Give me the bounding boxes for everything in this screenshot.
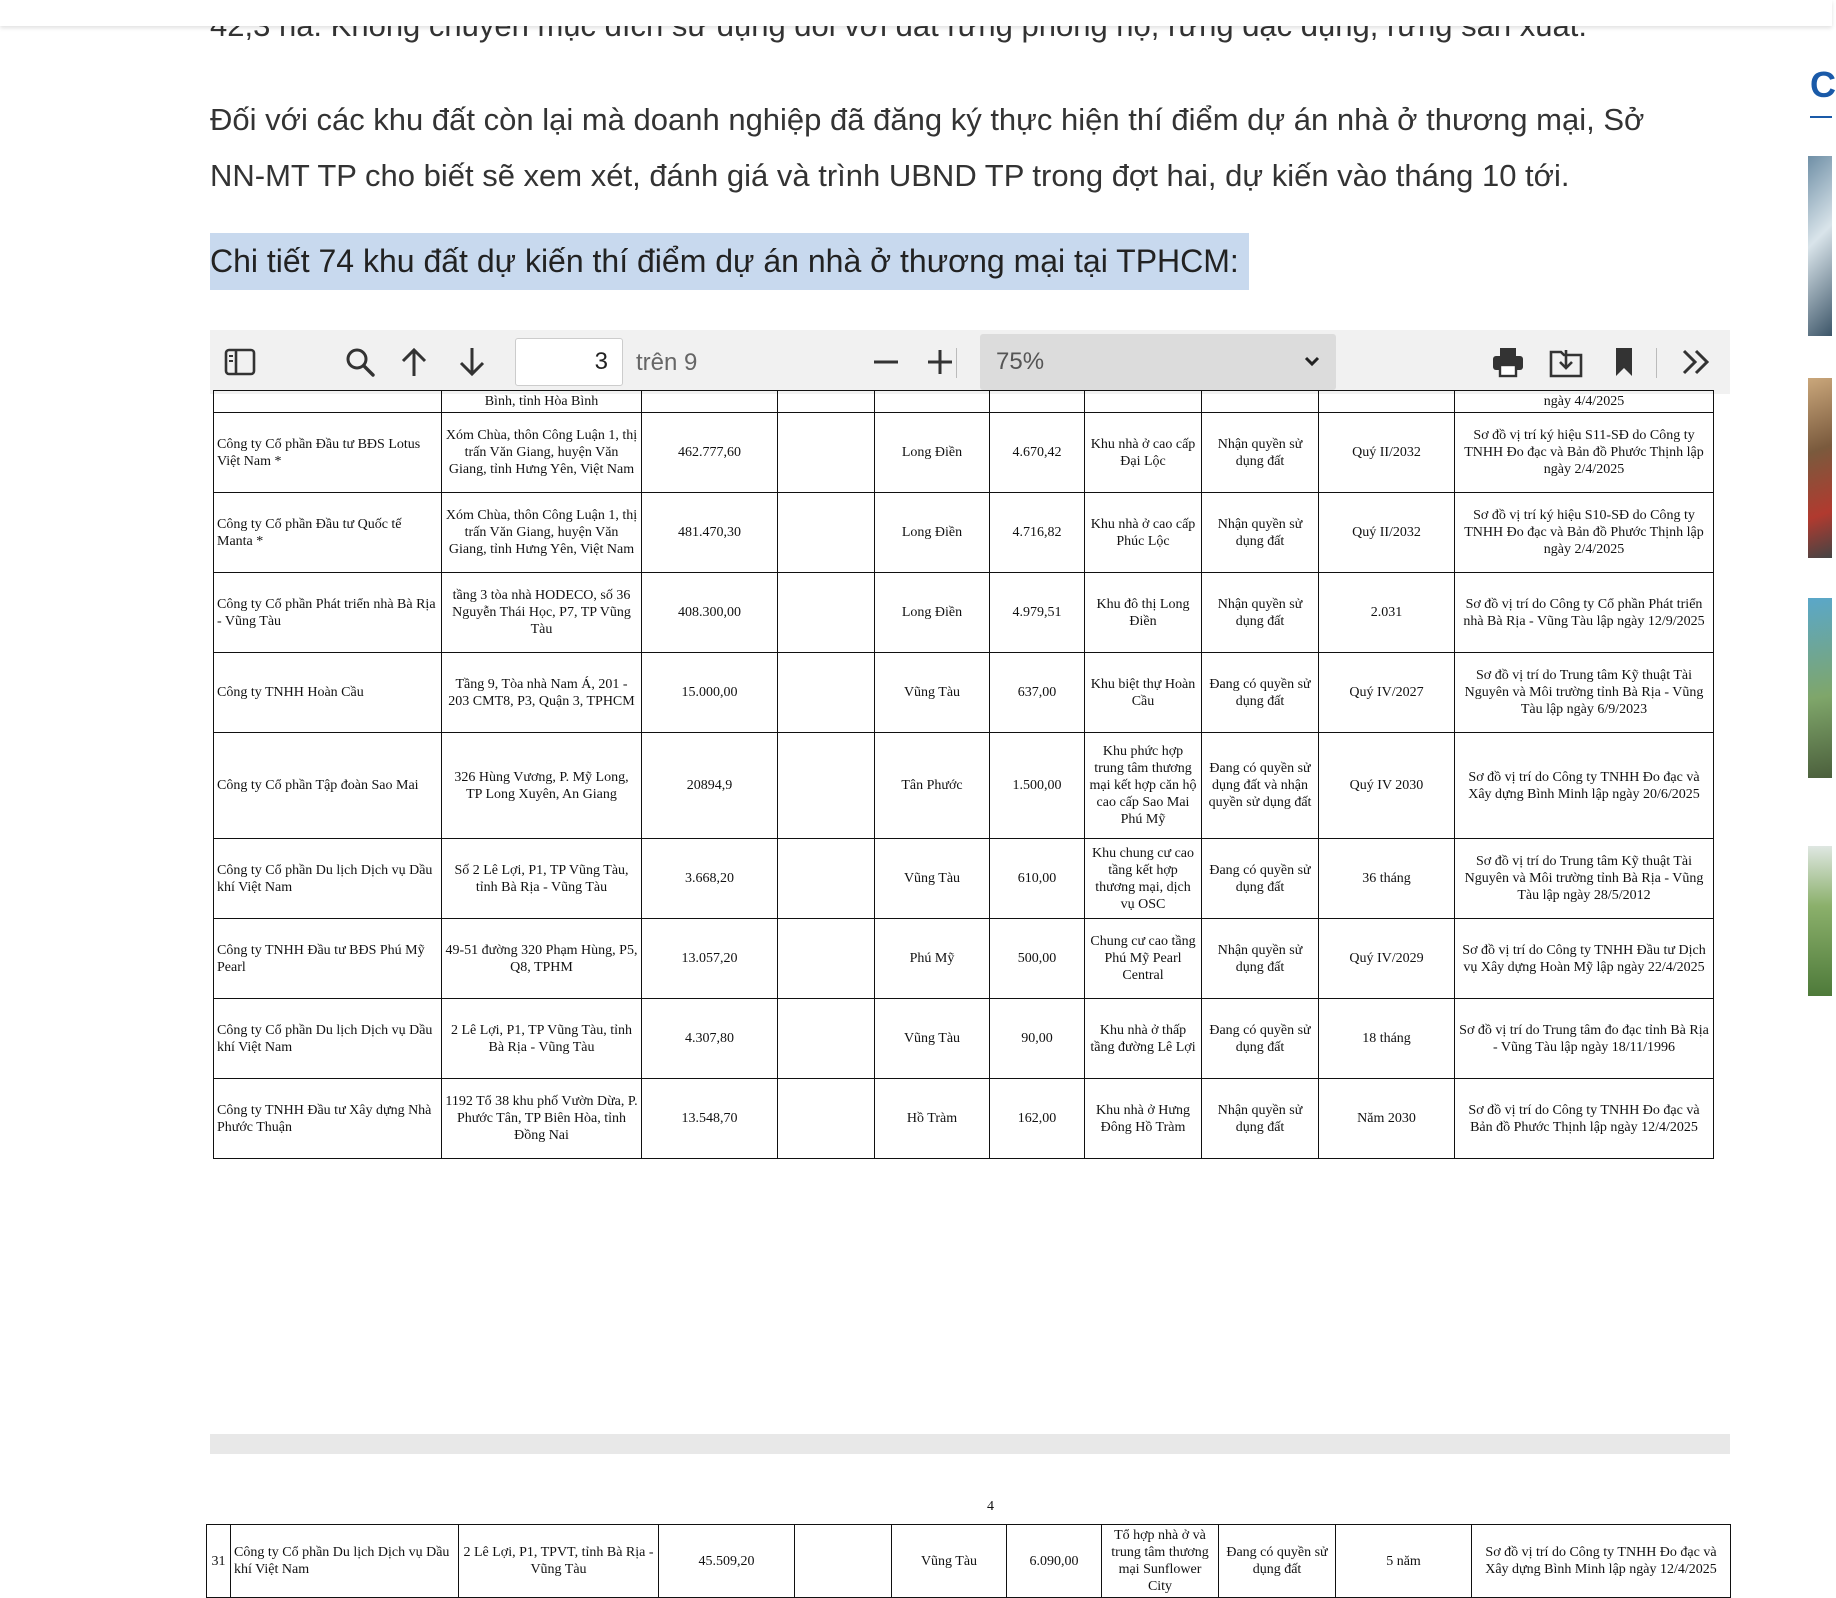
capital-cell: 20894,9 (642, 733, 778, 839)
sidebar-thumbnail[interactable] (1808, 378, 1832, 558)
pdf-toolbar (210, 330, 1730, 394)
address-cell: 2 Lê Lợi, P1, TP Vũng Tàu, tỉnh Bà Rịa - Vũng Tàu (442, 999, 642, 1079)
page-number-input[interactable]: 3 (515, 338, 623, 386)
capital-cell: 15.000,00 (642, 653, 778, 733)
capital-cell: 408.300,00 (642, 573, 778, 653)
capital-cell: 481.470,30 (642, 493, 778, 573)
table-row (214, 653, 1714, 733)
note-cell: Sơ đồ vị trí do Công ty TNHH Đo đạc và Bản đồ Phước Thịnh lập ngày 12/4/2025 (1455, 1079, 1714, 1159)
table-cell: Bình, tỉnh Hòa Bình (442, 391, 642, 413)
blank-cell (778, 653, 875, 733)
table-row (214, 919, 1714, 999)
plus-icon[interactable] (922, 344, 958, 380)
land-status-cell: Nhận quyền sử dụng đất (1202, 413, 1319, 493)
area-cell: 1.500,00 (990, 733, 1085, 839)
land-status-cell: Nhận quyền sử dụng đất (1202, 919, 1319, 999)
company-cell: Công ty Cổ phần Tập đoàn Sao Mai (214, 733, 442, 839)
project-cell: Chung cư cao tầng Phú Mỹ Pearl Central (1085, 919, 1202, 999)
table-cell (990, 391, 1085, 413)
company-cell: Công ty Cổ phần Đầu tư Quốc tế Manta * (214, 493, 442, 573)
table-row (214, 493, 1714, 573)
company-cell: Công ty TNHH Đầu tư BĐS Phú Mỹ Pearl (214, 919, 442, 999)
location-cell: Vũng Tàu (875, 999, 990, 1079)
document-table (213, 390, 1714, 1159)
document-table-next-page (206, 1524, 1731, 1598)
capital-cell: 13.057,20 (642, 919, 778, 999)
blank-cell (778, 839, 875, 919)
company-cell: Công ty TNHH Hoàn Cầu (214, 653, 442, 733)
note-cell: Sơ đồ vị trí do Trung tâm Kỹ thuật Tài Nguyên và Môi trường tỉnh Bà Rịa - Vũng Tàu lập ngày 28/5/2012 (1455, 839, 1714, 919)
company-cell: Công ty Cổ phần Du lịch Dịch vụ Dầu khí Việt Nam (214, 999, 442, 1079)
blank-cell (778, 1079, 875, 1159)
save-icon[interactable] (1548, 344, 1584, 380)
timeline-cell: Quý II/2032 (1319, 413, 1455, 493)
note-cell: Sơ đồ vị trí do Công ty Cổ phần Phát triển nhà Bà Rịa - Vũng Tàu lập ngày 12/9/2025 (1455, 573, 1714, 653)
blank-cell (778, 493, 875, 573)
bookmark-icon[interactable] (1606, 344, 1642, 380)
paragraph-line: NN-MT TP cho biết sẽ xem xét, đánh giá và trình UBND TP trong đợt hai, dự kiến vào tháng 10 tới. (210, 158, 1570, 193)
table-cell (642, 391, 778, 413)
blank-cell (778, 733, 875, 839)
double-chevron-right-icon[interactable] (1678, 344, 1714, 380)
note-cell: Sơ đồ vị trí do Trung tâm Kỹ thuật Tài Nguyên và Môi trường tỉnh Bà Rịa - Vũng Tàu lập ngày 6/9/2023 (1455, 653, 1714, 733)
page-separator (210, 1434, 1730, 1454)
land-status-cell: Nhận quyền sử dụng đất (1202, 493, 1319, 573)
land-status-cell: Đang có quyền sử dụng đất (1202, 653, 1319, 733)
project-cell: Khu biệt thự Hoàn Cầu (1085, 653, 1202, 733)
blank-cell (778, 413, 875, 493)
company-cell: Công ty Cổ phần Đầu tư BĐS Lotus Việt Nam * (214, 413, 442, 493)
project-cell: Khu nhà ở thấp tầng đường Lê Lợi (1085, 999, 1202, 1079)
address-cell: 49-51 đường 320 Phạm Hùng, P5, Q8, TPHM (442, 919, 642, 999)
location-cell: Hồ Tràm (875, 1079, 990, 1159)
table-cell (1202, 391, 1319, 413)
company-cell: Công ty TNHH Đầu tư Xây dựng Nhà Phước Thuận (214, 1079, 442, 1159)
table-row (214, 999, 1714, 1079)
blank-cell (778, 999, 875, 1079)
table-row (214, 413, 1714, 493)
address-cell: 1192 Tổ 38 khu phố Vườn Dừa, P. Phước Tân, TP Biên Hòa, tỉnh Đồng Nai (442, 1079, 642, 1159)
blank-cell (778, 573, 875, 653)
land-status-cell: Nhận quyền sử dụng đất (1202, 573, 1319, 653)
area-cell: 4.716,82 (990, 493, 1085, 573)
article-paragraph (210, 92, 1710, 204)
area-cell: 500,00 (990, 919, 1085, 999)
timeline-cell: 18 tháng (1319, 999, 1455, 1079)
note-cell: Sơ đồ vị trí do Trung tâm đo đạc tỉnh Bà Rịa - Vũng Tàu lập ngày 18/11/1996 (1455, 999, 1714, 1079)
sidebar-toggle-icon[interactable] (222, 344, 258, 380)
location-cell: Long Điền (875, 413, 990, 493)
company-cell: Công ty Cổ phần Du lịch Dịch vụ Dầu khí Việt Nam (231, 1525, 459, 1598)
minus-icon[interactable] (868, 344, 904, 380)
sidebar-thumbnail[interactable] (1808, 846, 1832, 996)
note-cell: Sơ đồ vị trí do Công ty TNHH Đo đạc và Xây dựng Bình Minh lập ngày 12/4/2025 (1472, 1525, 1731, 1598)
project-cell: Khu nhà ở Hưng Đông Hồ Tràm (1085, 1079, 1202, 1159)
note-cell: Sơ đồ vị trí do Công ty TNHH Đầu tư Dịch vụ Xây dựng Hoàn Mỹ lập ngày 22/4/2025 (1455, 919, 1714, 999)
area-cell: 637,00 (990, 653, 1085, 733)
sidebar-underline (1810, 116, 1832, 118)
paragraph-line: Đối với các khu đất còn lại mà doanh nghiệp đã đăng ký thực hiện thí điểm dự án nhà ở thương mại, Sở (210, 102, 1645, 137)
note-cell: Sơ đồ vị trí do Công ty TNHH Đo đạc và Xây dựng Bình Minh lập ngày 20/6/2025 (1455, 733, 1714, 839)
table-cell (1319, 391, 1455, 413)
timeline-cell: 2.031 (1319, 573, 1455, 653)
address-cell: 326 Hùng Vương, P. Mỹ Long, TP Long Xuyên, An Giang (442, 733, 642, 839)
table-row (214, 839, 1714, 919)
blank-cell (778, 919, 875, 999)
address-cell: tầng 3 tòa nhà HODECO, số 36 Nguyễn Thái Học, P7, TP Vũng Tàu (442, 573, 642, 653)
capital-cell: 13.548,70 (642, 1079, 778, 1159)
capital-cell: 462.777,60 (642, 413, 778, 493)
land-status-cell: Nhận quyền sử dụng đất (1202, 1079, 1319, 1159)
timeline-cell: Năm 2030 (1319, 1079, 1455, 1159)
arrow-up-icon[interactable] (396, 344, 432, 380)
area-cell: 90,00 (990, 999, 1085, 1079)
table-cell (214, 391, 442, 413)
top-header-bar (0, 0, 1832, 26)
address-cell: Xóm Chùa, thôn Công Luận 1, thị trấn Văn Giang, huyện Văn Giang, tỉnh Hưng Yên, Việt Nam (442, 413, 642, 493)
timeline-cell: Quý II/2032 (1319, 493, 1455, 573)
arrow-down-icon[interactable] (454, 344, 490, 380)
project-cell: Khu chung cư cao tầng kết hợp thương mại, dịch vụ OSC (1085, 839, 1202, 919)
project-cell: Khu nhà ở cao cấp Đại Lộc (1085, 413, 1202, 493)
location-cell: Long Điền (875, 493, 990, 573)
table-row (214, 733, 1714, 839)
land-status-cell: Đang có quyền sử dụng đất (1219, 1525, 1336, 1598)
page-count-label: trên 9 (636, 349, 698, 376)
capital-cell: 45.509,20 (659, 1525, 795, 1598)
note-cell: Sơ đồ vị trí ký hiệu S10-SĐ do Công ty TNHH Đo đạc và Bản đồ Phước Thịnh lập ngày 2/4/2025 (1455, 493, 1714, 573)
address-cell: 2 Lê Lợi, P1, TPVT, tỉnh Bà Rịa - Vũng Tàu (459, 1525, 659, 1598)
timeline-cell: Quý IV/2027 (1319, 653, 1455, 733)
location-cell: Vũng Tàu (875, 653, 990, 733)
table-cell (875, 391, 990, 413)
row-index: 31 (207, 1525, 231, 1598)
table-cell (1085, 391, 1202, 413)
search-icon[interactable] (342, 344, 378, 380)
capital-cell: 4.307,80 (642, 999, 778, 1079)
area-cell: 610,00 (990, 839, 1085, 919)
zoom-value: 75% (996, 348, 1045, 375)
location-cell: Vũng Tàu (892, 1525, 1007, 1598)
address-cell: Số 2 Lê Lợi, P1, TP Vũng Tàu, tỉnh Bà Rịa - Vũng Tàu (442, 839, 642, 919)
table-row (207, 1525, 1731, 1598)
toolbar-divider (1656, 348, 1657, 378)
project-cell: Tổ hợp nhà ở và trung tâm thương mại Sunflower City (1102, 1525, 1219, 1598)
location-cell: Vũng Tàu (875, 839, 990, 919)
table-cell (778, 391, 875, 413)
project-cell: Khu nhà ở cao cấp Phúc Lộc (1085, 493, 1202, 573)
land-status-cell: Đang có quyền sử dụng đất (1202, 839, 1319, 919)
area-cell: 4.670,42 (990, 413, 1085, 493)
company-cell: Công ty Cổ phần Du lịch Dịch vụ Dầu khí Việt Nam (214, 839, 442, 919)
blank-cell (795, 1525, 892, 1598)
capital-cell: 3.668,20 (642, 839, 778, 919)
timeline-cell: 36 tháng (1319, 839, 1455, 919)
sidebar-thumbnail[interactable] (1808, 156, 1832, 336)
sidebar-heading: C (1810, 64, 1836, 105)
timeline-cell: Quý IV 2030 (1319, 733, 1455, 839)
area-cell: 4.979,51 (990, 573, 1085, 653)
pdf-viewer (210, 330, 1730, 1594)
address-cell: Xóm Chùa, thôn Công Luận 1, thị trấn Văn Giang, huyện Văn Giang, tỉnh Hưng Yên, Việt Nam (442, 493, 642, 573)
area-cell: 6.090,00 (1007, 1525, 1102, 1598)
note-cell: Sơ đồ vị trí ký hiệu S11-SĐ do Công ty TNHH Đo đạc và Bản đồ Phước Thịnh lập ngày 2/4/2025 (1455, 413, 1714, 493)
page-number: 4 (987, 1499, 994, 1514)
table-cell: ngày 4/4/2025 (1455, 391, 1714, 413)
project-cell: Khu phức hợp trung tâm thương mại kết hợp căn hộ cao cấp Sao Mai Phú Mỹ (1085, 733, 1202, 839)
pdf-page-area[interactable] (210, 394, 1730, 1594)
location-cell: Long Điền (875, 573, 990, 653)
company-cell: Công ty Cổ phần Phát triển nhà Bà Rịa - Vũng Tàu (214, 573, 442, 653)
timeline-cell: Quý IV/2029 (1319, 919, 1455, 999)
print-icon[interactable] (1490, 344, 1526, 380)
area-cell: 162,00 (990, 1079, 1085, 1159)
highlighted-heading: Chi tiết 74 khu đất dự kiến thí điểm dự án nhà ở thương mại tại TPHCM: (210, 233, 1249, 290)
zoom-select[interactable] (980, 334, 1336, 390)
timeline-cell: 5 năm (1336, 1525, 1472, 1598)
table-row (214, 1079, 1714, 1159)
table-row (214, 391, 1714, 413)
project-cell: Khu đô thị Long Điền (1085, 573, 1202, 653)
location-cell: Tân Phước (875, 733, 990, 839)
address-cell: Tầng 9, Tòa nhà Nam Á, 201 - 203 CMT8, P3, Quận 3, TPHCM (442, 653, 642, 733)
location-cell: Phú Mỹ (875, 919, 990, 999)
land-status-cell: Đang có quyền sử dụng đất (1202, 999, 1319, 1079)
sidebar-thumbnail[interactable] (1808, 598, 1832, 778)
table-row (214, 573, 1714, 653)
land-status-cell: Đang có quyền sử dụng đất và nhận quyền sử dụng đất (1202, 733, 1319, 839)
